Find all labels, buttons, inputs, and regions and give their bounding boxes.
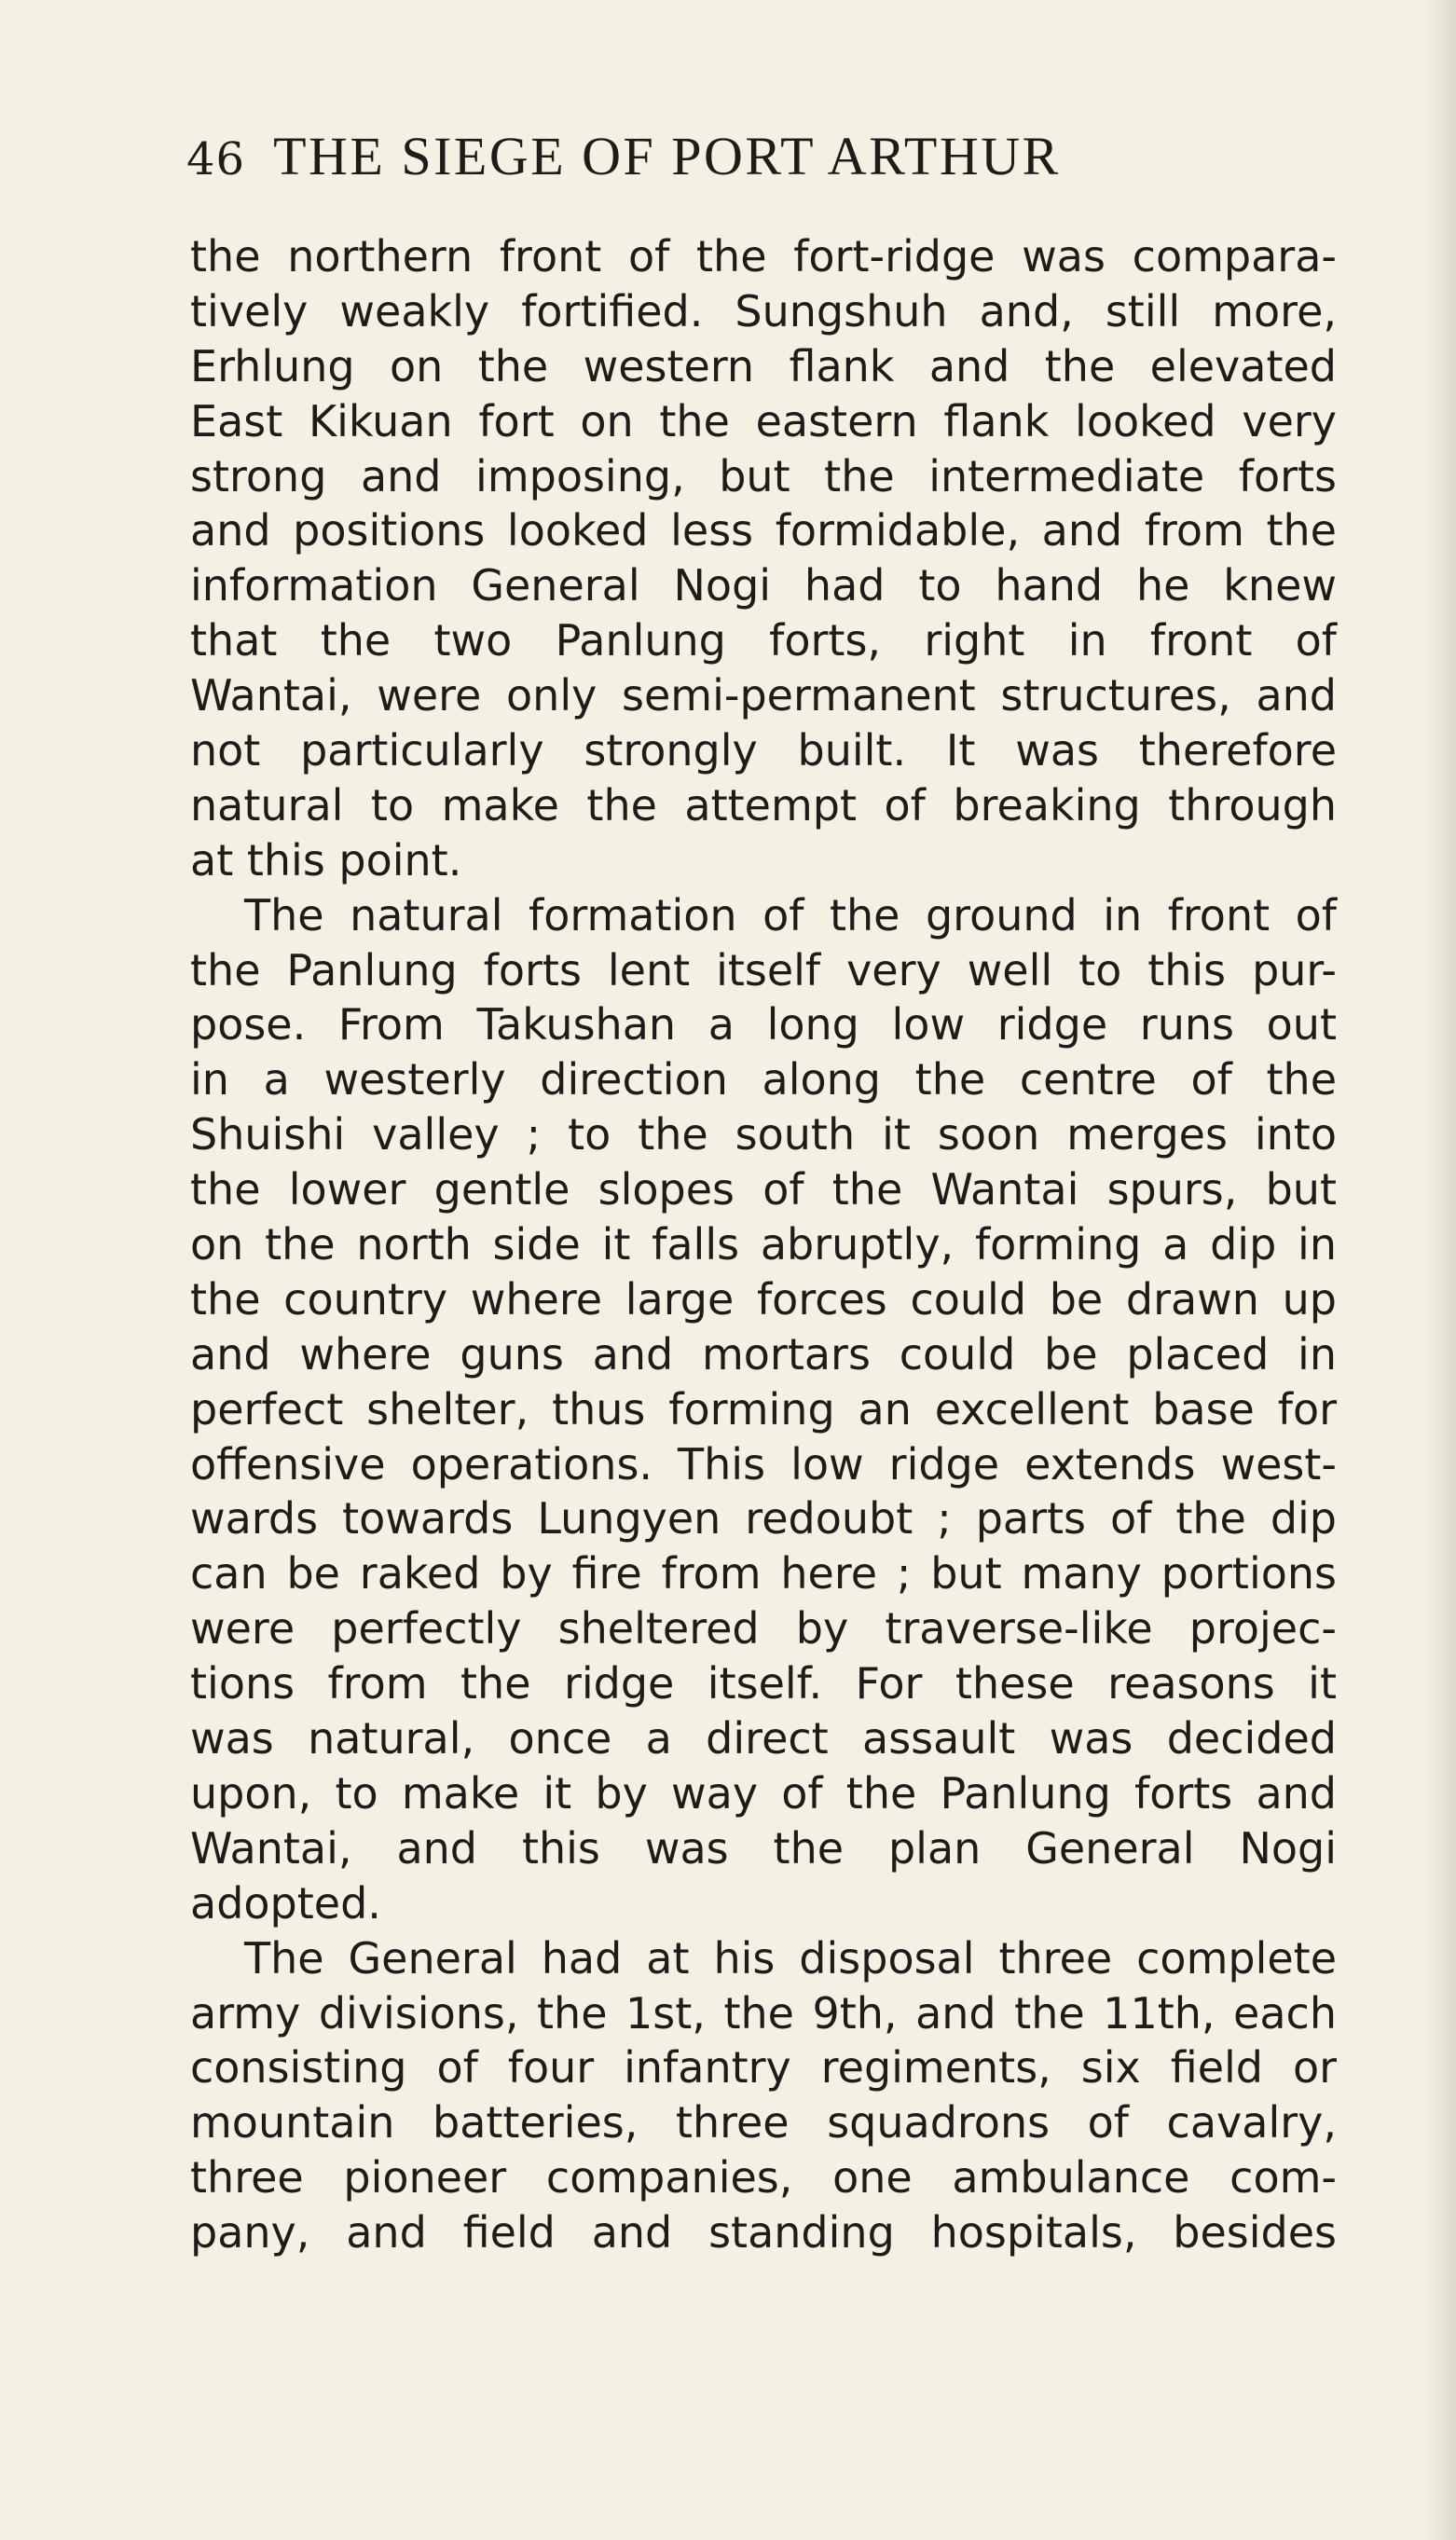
text-line: upon, to make it by way of the Panlung forts and <box>190 1767 1337 1819</box>
text-line: Wantai, were only semi-permanent structures, and <box>190 670 1337 721</box>
text-line: Erhlung on the western flank and the elevated <box>190 340 1337 391</box>
text-line: natural to make the attempt of breaking through <box>190 779 1337 831</box>
text-line: Wantai, and this was the plan General Nogi <box>190 1822 1337 1874</box>
text-line: was natural, once a direct assault was decided <box>190 1713 1337 1764</box>
text-line: consisting of four infantry regiments, six field or <box>190 2042 1337 2094</box>
text-line: the northern front of the fort-ridge was compara- <box>190 231 1337 281</box>
text-line: and where guns and mortars could be placed in <box>190 1328 1337 1380</box>
text-line: and positions looked less formidable, and from the <box>190 505 1337 556</box>
text-line: the lower gentle slopes of the Wantai spurs, but <box>190 1164 1337 1215</box>
text-line: the country where large forces could be drawn up <box>190 1273 1337 1325</box>
text-line: Shuishi valley ; to the south it soon merges into <box>190 1109 1337 1160</box>
text-line: East Kikuan fort on the eastern flank looked very <box>190 395 1337 446</box>
text-line: three pioneer companies, one ambulance com- <box>190 2152 1337 2204</box>
text-line: at this point. <box>190 834 462 886</box>
text-line: can be raked by fire from here ; but many portions <box>190 1548 1337 1600</box>
running-head <box>186 119 1342 197</box>
body-text <box>190 229 1337 2260</box>
text-line: information General Nogi had to hand he knew <box>190 560 1337 611</box>
text-line: pany, and field and standing hospitals, besides <box>190 2207 1337 2259</box>
text-line: in a westerly direction along the centre of the <box>190 1054 1337 1105</box>
text-line: The General had at his disposal three complete <box>244 1932 1337 1984</box>
text-line: tions from the ridge itself. For these reasons it <box>190 1658 1337 1709</box>
text-line: tively weakly fortified. Sungshuh and, still more, <box>190 285 1337 336</box>
text-line: adopted. <box>190 1877 381 1929</box>
text-line: perfect shelter, thus forming an excellent base for <box>190 1383 1337 1435</box>
text-line: The natural formation of the ground in front of <box>244 889 1337 940</box>
page-number: 46 <box>186 133 246 185</box>
text-line: army divisions, the 1st, the 9th, and the 11th, each <box>190 1987 1337 2039</box>
text-line: mountain batteries, three squadrons of cavalry, <box>190 2097 1337 2149</box>
text-line: the Panlung forts lent itself very well to this pur- <box>190 944 1337 995</box>
text-line: pose. From Takushan a long low ridge runs out <box>190 999 1337 1050</box>
text-line: not particularly strongly built. It was therefore <box>190 725 1337 776</box>
text-line: strong and imposing, but the intermediate forts <box>190 450 1337 501</box>
text-line: offensive operations. This low ridge extends west- <box>190 1438 1337 1490</box>
text-line: that the two Panlung forts, right in front of <box>190 615 1337 666</box>
chapter-title: THE SIEGE OF PORT ARTHUR <box>273 126 1061 186</box>
text-line: wards towards Lungyen redoubt ; parts of the dip <box>190 1493 1337 1545</box>
text-line: on the north side it falls abruptly, forming a dip in <box>190 1219 1337 1270</box>
text-line: were perfectly sheltered by traverse-like projec- <box>190 1603 1337 1654</box>
